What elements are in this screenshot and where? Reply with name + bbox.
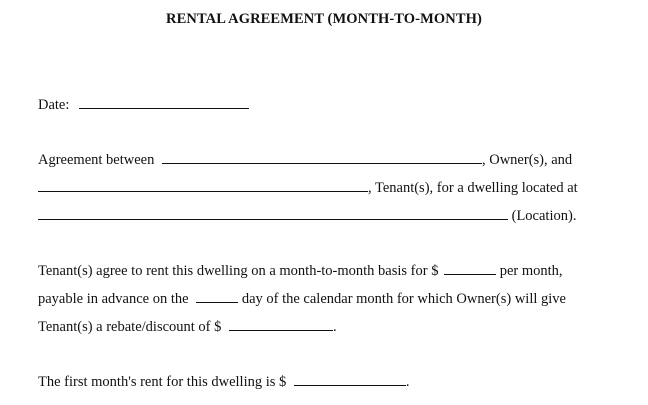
first-month-line bbox=[38, 371, 410, 391]
tenants-suffix: , Tenant(s), for a dwelling located at bbox=[368, 180, 578, 196]
agreement-line-1 bbox=[38, 149, 572, 169]
date-blank[interactable] bbox=[79, 94, 249, 109]
location-suffix: (Location). bbox=[508, 208, 577, 224]
date-line bbox=[38, 94, 249, 114]
rent-line-1 bbox=[38, 260, 563, 280]
rent-line-3 bbox=[38, 316, 337, 336]
agreement-between-label: Agreement between bbox=[38, 152, 155, 168]
tenant-name-blank[interactable] bbox=[38, 177, 368, 192]
rent-line1-prefix: Tenant(s) agree to rent this dwelling on a month-to-month basis for $ bbox=[38, 263, 439, 279]
payment-day-blank[interactable] bbox=[196, 288, 238, 303]
rent-line2-suffix: day of the calendar month for which Owner(s) will give bbox=[238, 291, 566, 307]
document-title: RENTAL AGREEMENT (MONTH-TO-MONTH) bbox=[166, 11, 482, 27]
rebate-amount-blank[interactable] bbox=[229, 316, 333, 331]
owners-suffix: , Owner(s), and bbox=[481, 152, 573, 168]
first-month-rent-blank[interactable] bbox=[294, 371, 406, 386]
rent-line2-prefix: payable in advance on the bbox=[38, 291, 189, 307]
owner-name-blank[interactable] bbox=[162, 149, 482, 164]
first-month-suffix: . bbox=[405, 374, 410, 390]
rent-line3-suffix: . bbox=[333, 319, 337, 335]
agreement-line-2 bbox=[38, 177, 578, 197]
first-month-prefix: The first month's rent for this dwelling is $ bbox=[38, 374, 287, 390]
rent-line3-prefix: Tenant(s) a rebate/discount of $ bbox=[38, 319, 222, 335]
rent-line-2 bbox=[38, 288, 566, 308]
location-blank[interactable] bbox=[38, 205, 508, 220]
monthly-rent-blank[interactable] bbox=[444, 260, 496, 275]
date-label: Date: bbox=[38, 97, 70, 113]
agreement-line-3 bbox=[38, 205, 576, 225]
rent-line1-suffix: per month, bbox=[496, 263, 563, 279]
